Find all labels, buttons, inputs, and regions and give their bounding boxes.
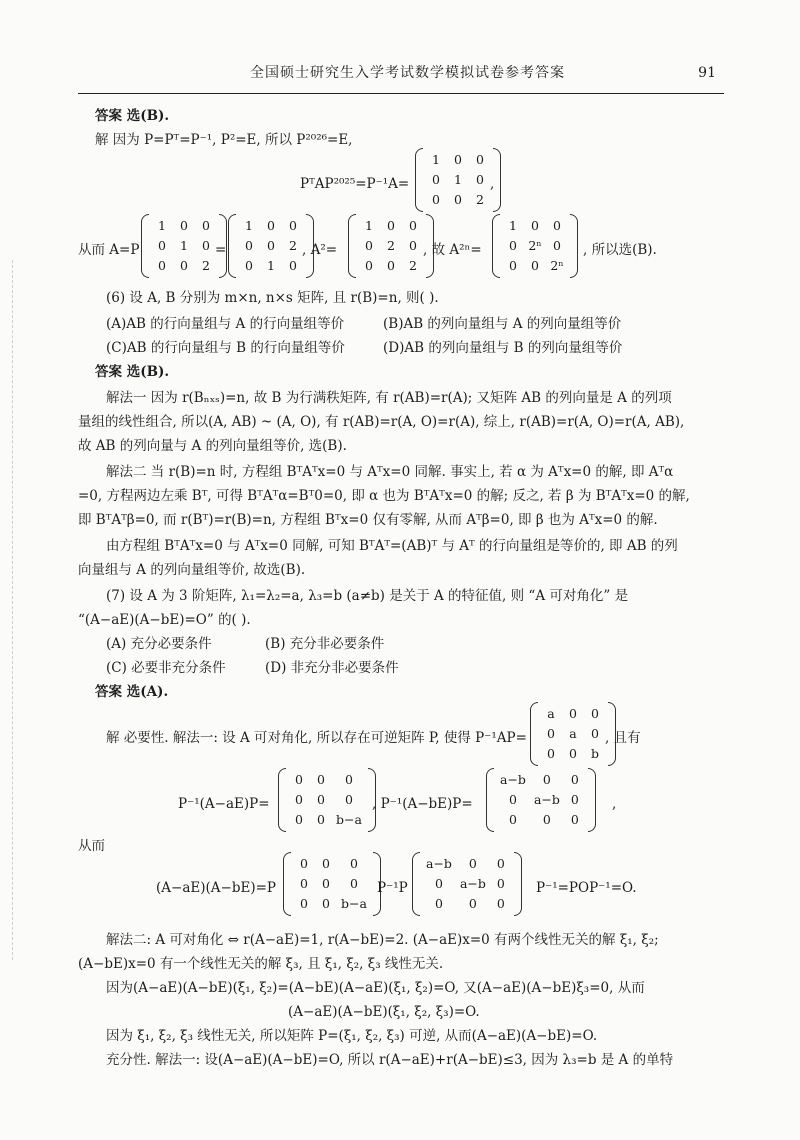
matrix-grid xyxy=(496,770,586,830)
equation-text: , xyxy=(612,796,617,812)
matrix-cell: 1 xyxy=(509,217,517,233)
matrix-cell: 0 xyxy=(365,237,373,253)
solution-line: 向量组与 A 的列向量组等价, 故选(B). xyxy=(78,562,306,578)
matrix-cell: 0 xyxy=(387,257,395,273)
matrix-cell: 0 xyxy=(300,875,308,891)
matrix-row xyxy=(422,874,512,894)
matrix-cell: b−a xyxy=(341,895,367,911)
matrix-cell: 0 xyxy=(591,725,599,741)
matrix-row xyxy=(288,790,366,810)
matrix-cell: 0 xyxy=(434,895,443,911)
solution-line: 解法一 因为 r(Bₙₓₛ)=n, 故 B 为行满秩矩阵, 有 r(AB)=r(A); 又矩阵 AB 的列向量是 A 的列项 xyxy=(106,390,672,406)
matrix xyxy=(492,216,578,276)
matrix-row xyxy=(496,770,586,790)
option-d: (D) 非充分非必要条件 xyxy=(265,660,399,676)
matrix-row xyxy=(238,256,304,276)
matrix-cell: b xyxy=(590,745,599,761)
matrix-cell: a−b xyxy=(533,791,560,807)
matrix-cell: 0 xyxy=(344,791,353,807)
matrix-cell: 0 xyxy=(289,257,297,273)
matrix-grid xyxy=(293,854,371,914)
matrix-row xyxy=(358,256,424,276)
matrix-row xyxy=(540,744,606,764)
matrix-grid xyxy=(422,854,512,914)
matrix-cell: 2 xyxy=(476,191,484,207)
matrix-cell: 0 xyxy=(317,771,325,787)
matrix-grid xyxy=(425,150,491,210)
matrix-row xyxy=(293,854,371,874)
matrix-cell: 0 xyxy=(409,217,417,233)
equation-text: (A−aE)(A−bE)=P xyxy=(156,880,276,896)
matrix-cell: 0 xyxy=(496,875,505,891)
matrix-cell: 0 xyxy=(468,895,477,911)
equation-text: PᵀAP²⁰²⁵=P⁻¹A= xyxy=(300,176,410,192)
matrix-cell: 1 xyxy=(158,217,166,233)
matrix-cell: 0 xyxy=(553,237,561,253)
matrix-row xyxy=(425,150,491,170)
matrix-left-bracket xyxy=(415,148,423,212)
matrix-row xyxy=(288,770,366,790)
matrix-left-bracket xyxy=(283,852,291,916)
matrix-grid xyxy=(238,216,304,276)
option-b: (B)AB 的列向量组与 A 的列向量组等价 xyxy=(383,316,622,332)
matrix-row xyxy=(238,216,304,236)
matrix-grid xyxy=(151,216,217,276)
answer-line: 答案 选(B). xyxy=(95,108,170,124)
matrix-grid xyxy=(288,770,366,830)
matrix-cell: 0 xyxy=(454,151,462,167)
matrix-cell: 1 xyxy=(454,171,462,187)
matrix-right-bracket xyxy=(570,214,578,278)
equation-text: , A²= xyxy=(302,242,338,258)
matrix-grid xyxy=(358,216,424,276)
matrix-left-bracket xyxy=(278,768,286,832)
matrix-cell: 0 xyxy=(158,237,166,253)
matrix xyxy=(530,704,616,764)
matrix-row xyxy=(151,216,217,236)
matrix-cell: 0 xyxy=(569,705,577,721)
matrix-cell: 2 xyxy=(409,257,417,273)
matrix-left-bracket xyxy=(348,214,356,278)
option-a: (A) 充分必要条件 xyxy=(106,636,212,652)
matrix-cell: a xyxy=(569,725,577,741)
equation-text: = xyxy=(215,242,227,258)
equation-text: P⁻¹(A−aE)P= xyxy=(178,796,270,812)
matrix-cell: 0 xyxy=(322,895,330,911)
matrix-cell: 0 xyxy=(547,745,555,761)
matrix-left-bracket xyxy=(530,702,538,766)
question-line: (6) 设 A, B 分别为 m×n, n×s 矩阵, 且 r(B)=n, 则( ). xyxy=(106,290,439,306)
matrix-row xyxy=(422,854,512,874)
matrix-cell: a−b xyxy=(500,771,526,787)
matrix-cell: 0 xyxy=(591,705,599,721)
matrix-cell: 0 xyxy=(570,791,579,807)
matrix-cell: 1 xyxy=(432,151,440,167)
matrix xyxy=(486,770,596,830)
matrix-cell: 0 xyxy=(300,895,308,911)
solution-line: 解 因为 P=Pᵀ=P⁻¹, P²=E, 所以 P²⁰²⁶=E, xyxy=(95,132,353,148)
matrix-left-bracket xyxy=(412,852,420,916)
equation-text: P⁻¹=POP⁻¹=O. xyxy=(536,880,637,896)
matrix-cell: 0 xyxy=(245,257,253,273)
matrix-cell: 0 xyxy=(508,811,517,827)
matrix-cell: 0 xyxy=(434,875,443,891)
equation-text: 从而 A=P xyxy=(78,242,140,258)
matrix-row xyxy=(425,190,491,210)
matrix-cell: 0 xyxy=(349,855,358,871)
matrix-cell: 0 xyxy=(542,771,551,787)
equation-text: , 且有 xyxy=(605,730,641,746)
equation-text: , P⁻¹(A−bE)P= xyxy=(372,796,473,812)
matrix-cell: 0 xyxy=(180,257,188,273)
equation-text: P⁻¹P xyxy=(377,880,408,896)
solution-line: =0, 方程两边左乘 Bᵀ, 可得 BᵀAᵀα=Bᵀ0=0, 即 α 也为 BᵀAᵀx=0 的解; 反之, 若 β 为 BᵀAᵀx=0 的解, xyxy=(78,488,690,504)
question-line: “(A−aE)(A−bE)=O” 的( ). xyxy=(78,612,251,628)
matrix-cell: 0 xyxy=(508,791,517,807)
matrix-cell: 0 xyxy=(289,217,297,233)
matrix-cell: 0 xyxy=(409,237,417,253)
matrix-row xyxy=(238,236,304,256)
matrix-cell: 0 xyxy=(295,811,303,827)
matrix-row xyxy=(425,170,491,190)
matrix-cell: 0 xyxy=(295,771,303,787)
matrix-row xyxy=(540,704,606,724)
matrix xyxy=(348,216,434,276)
matrix-row xyxy=(358,216,424,236)
matrix-cell: 1 xyxy=(245,217,253,233)
matrix-cell: 2 xyxy=(202,257,210,273)
matrix-cell: 0 xyxy=(349,875,358,891)
matrix-left-bracket xyxy=(486,768,494,832)
matrix-row xyxy=(502,236,568,256)
matrix-row xyxy=(151,256,217,276)
solution-line: 从而 xyxy=(78,838,105,854)
matrix-cell: 1 xyxy=(267,257,275,273)
matrix-row xyxy=(288,810,366,830)
matrix-cell: 0 xyxy=(158,257,166,273)
matrix-cell: b−a xyxy=(336,811,362,827)
matrix-left-bracket xyxy=(228,214,236,278)
solution-line: 故 AB 的列向量与 A 的列向量组等价, 选(B). xyxy=(78,438,347,454)
matrix-row xyxy=(502,256,568,276)
matrix-cell: a xyxy=(547,705,555,721)
matrix-row xyxy=(293,874,371,894)
matrix-cell: 0 xyxy=(570,811,579,827)
matrix-cell: 0 xyxy=(509,257,517,273)
equation-text: , 故 A²ⁿ= xyxy=(423,242,482,258)
matrix-cell: 0 xyxy=(344,771,353,787)
matrix-cell: 0 xyxy=(476,171,484,187)
matrix-cell: 0 xyxy=(317,791,325,807)
solution-line: 因为(A−aE)(A−bE)(ξ₁, ξ₂)=(A−bE)(A−aE)(ξ₁, ξ₂)=O, 又(A−aE)(A−bE)ξ₃=0, 从而 xyxy=(106,980,645,996)
matrix-cell: 0 xyxy=(295,791,303,807)
header-title: 全国硕士研究生入学考试数学模拟试卷参考答案 xyxy=(250,65,565,81)
matrix-grid xyxy=(502,216,568,276)
matrix-cell: 1 xyxy=(180,237,188,253)
solution-line: (A−bE)x=0 有一个线性无关的解 ξ₃, 且 ξ₁, ξ₂, ξ₃ 线性无关. xyxy=(78,956,444,972)
matrix-cell: 0 xyxy=(322,875,330,891)
header-rule xyxy=(78,93,724,94)
matrix-cell: 0 xyxy=(322,855,330,871)
matrix-cell: 0 xyxy=(496,895,505,911)
matrix-cell: 2 xyxy=(289,237,297,253)
solution-line: 解 必要性. 解法一: 设 A 可对角化, 所以存在可逆矩阵 P, 使得 P⁻¹AP= xyxy=(106,730,527,746)
matrix-cell: 0 xyxy=(267,217,275,233)
scan-edge-marks xyxy=(12,260,15,960)
matrix-cell: 0 xyxy=(300,855,308,871)
matrix-grid xyxy=(540,704,606,764)
answer-line: 答案 选(A). xyxy=(95,684,169,700)
option-c: (C) 必要非充分条件 xyxy=(106,660,226,676)
matrix-cell: 0 xyxy=(547,725,555,741)
option-a: (A)AB 的行向量组与 A 的行向量组等价 xyxy=(106,316,345,332)
solution-line: 即 BᵀAᵀβ=0, 而 r(Bᵀ)=r(B)=n, 方程组 Bᵀx=0 仅有零解, 从而 Aᵀβ=0, 即 β 也为 Aᵀx=0 的解. xyxy=(78,512,658,528)
matrix-cell: 0 xyxy=(542,811,551,827)
matrix-cell: 0 xyxy=(569,745,577,761)
matrix-cell: 0 xyxy=(432,191,440,207)
matrix-cell: 0 xyxy=(553,217,561,233)
matrix-cell: 0 xyxy=(476,151,484,167)
equation-text: , xyxy=(490,176,495,192)
matrix-left-bracket xyxy=(141,214,149,278)
matrix-cell: 0 xyxy=(432,171,440,187)
answer-line: 答案 选(B). xyxy=(95,364,170,380)
solution-line: 量组的线性组合, 所以(A, AB) ~ (A, O), 有 r(AB)=r(A, O)=r(A), 综上, r(AB)=r(A, O)=r(A, AB), xyxy=(78,414,685,430)
matrix-cell: 0 xyxy=(509,237,517,253)
matrix-row xyxy=(422,894,512,914)
matrix-cell: 0 xyxy=(454,191,462,207)
solution-line: 由方程组 BᵀAᵀx=0 与 Aᵀx=0 同解, 可知 BᵀAᵀ=(AB)ᵀ 与 Aᵀ 的行向量组是等价的, 即 AB 的列 xyxy=(106,538,678,554)
question-line: (7) 设 A 为 3 阶矩阵, λ₁=λ₂=a, λ₃=b (a≠b) 是关于 A 的特征值, 则 “A 可对角化” 是 xyxy=(106,588,629,604)
matrix-right-bracket xyxy=(514,852,522,916)
matrix xyxy=(278,770,376,830)
matrix-cell: 0 xyxy=(496,855,505,871)
matrix-row xyxy=(151,236,217,256)
matrix-cell: 2ⁿ xyxy=(550,257,564,273)
matrix-cell: 0 xyxy=(531,257,539,273)
matrix-cell: 0 xyxy=(202,217,210,233)
matrix xyxy=(412,854,522,914)
matrix-row xyxy=(496,810,586,830)
matrix-cell: 1 xyxy=(365,217,373,233)
option-d: (D)AB 的列向量组与 B 的列向量组等价 xyxy=(383,340,623,356)
matrix-cell: 0 xyxy=(531,217,539,233)
matrix-cell: a−b xyxy=(459,875,486,891)
matrix-row xyxy=(502,216,568,236)
matrix-left-bracket xyxy=(492,214,500,278)
matrix-cell: 2 xyxy=(387,237,395,253)
solution-line: 充分性. 解法一: 设(A−aE)(A−bE)=O, 所以 r(A−aE)+r(A−bE)≤3, 因为 λ₃=b 是 A 的单特 xyxy=(106,1052,674,1068)
matrix-cell: 0 xyxy=(317,811,325,827)
solution-line: 解法二 当 r(B)=n 时, 方程组 BᵀAᵀx=0 与 Aᵀx=0 同解. 事实上, 若 α 为 Aᵀx=0 的解, 即 Aᵀα xyxy=(106,464,674,480)
matrix-cell: 0 xyxy=(365,257,373,273)
solution-line: 解法二: A 可对角化 ⇔ r(A−aE)=1, r(A−bE)=2. (A−aE)x=0 有两个线性无关的解 ξ₁, ξ₂; xyxy=(106,932,659,948)
page-number: 91 xyxy=(698,65,716,81)
matrix-cell: 0 xyxy=(202,237,210,253)
matrix-cell: 0 xyxy=(387,217,395,233)
matrix-row xyxy=(496,790,586,810)
matrix xyxy=(415,150,501,210)
matrix-cell: 0 xyxy=(267,237,275,253)
solution-line: 因为 ξ₁, ξ₂, ξ₃ 线性无关, 所以矩阵 P=(ξ₁, ξ₂, ξ₃) 可逆, 从而(A−aE)(A−bE)=O. xyxy=(106,1028,598,1044)
matrix-row xyxy=(540,724,606,744)
solution-line: (A−aE)(A−bE)(ξ₁, ξ₂, ξ₃)=O. xyxy=(288,1004,480,1020)
equation-text: , 所以选(B). xyxy=(583,242,657,258)
option-c: (C)AB 的行向量组与 B 的行向量组等价 xyxy=(106,340,345,356)
matrix-cell: 0 xyxy=(245,237,253,253)
option-b: (B) 充分非必要条件 xyxy=(265,636,385,652)
matrix-cell: 0 xyxy=(180,217,188,233)
matrix-cell: 0 xyxy=(570,771,579,787)
matrix-cell: a−b xyxy=(426,855,452,871)
matrix-row xyxy=(358,236,424,256)
matrix-cell: 0 xyxy=(468,855,477,871)
matrix-row xyxy=(293,894,371,914)
matrix xyxy=(283,854,381,914)
matrix-right-bracket xyxy=(588,768,596,832)
matrix-cell: 2ⁿ xyxy=(528,237,542,253)
